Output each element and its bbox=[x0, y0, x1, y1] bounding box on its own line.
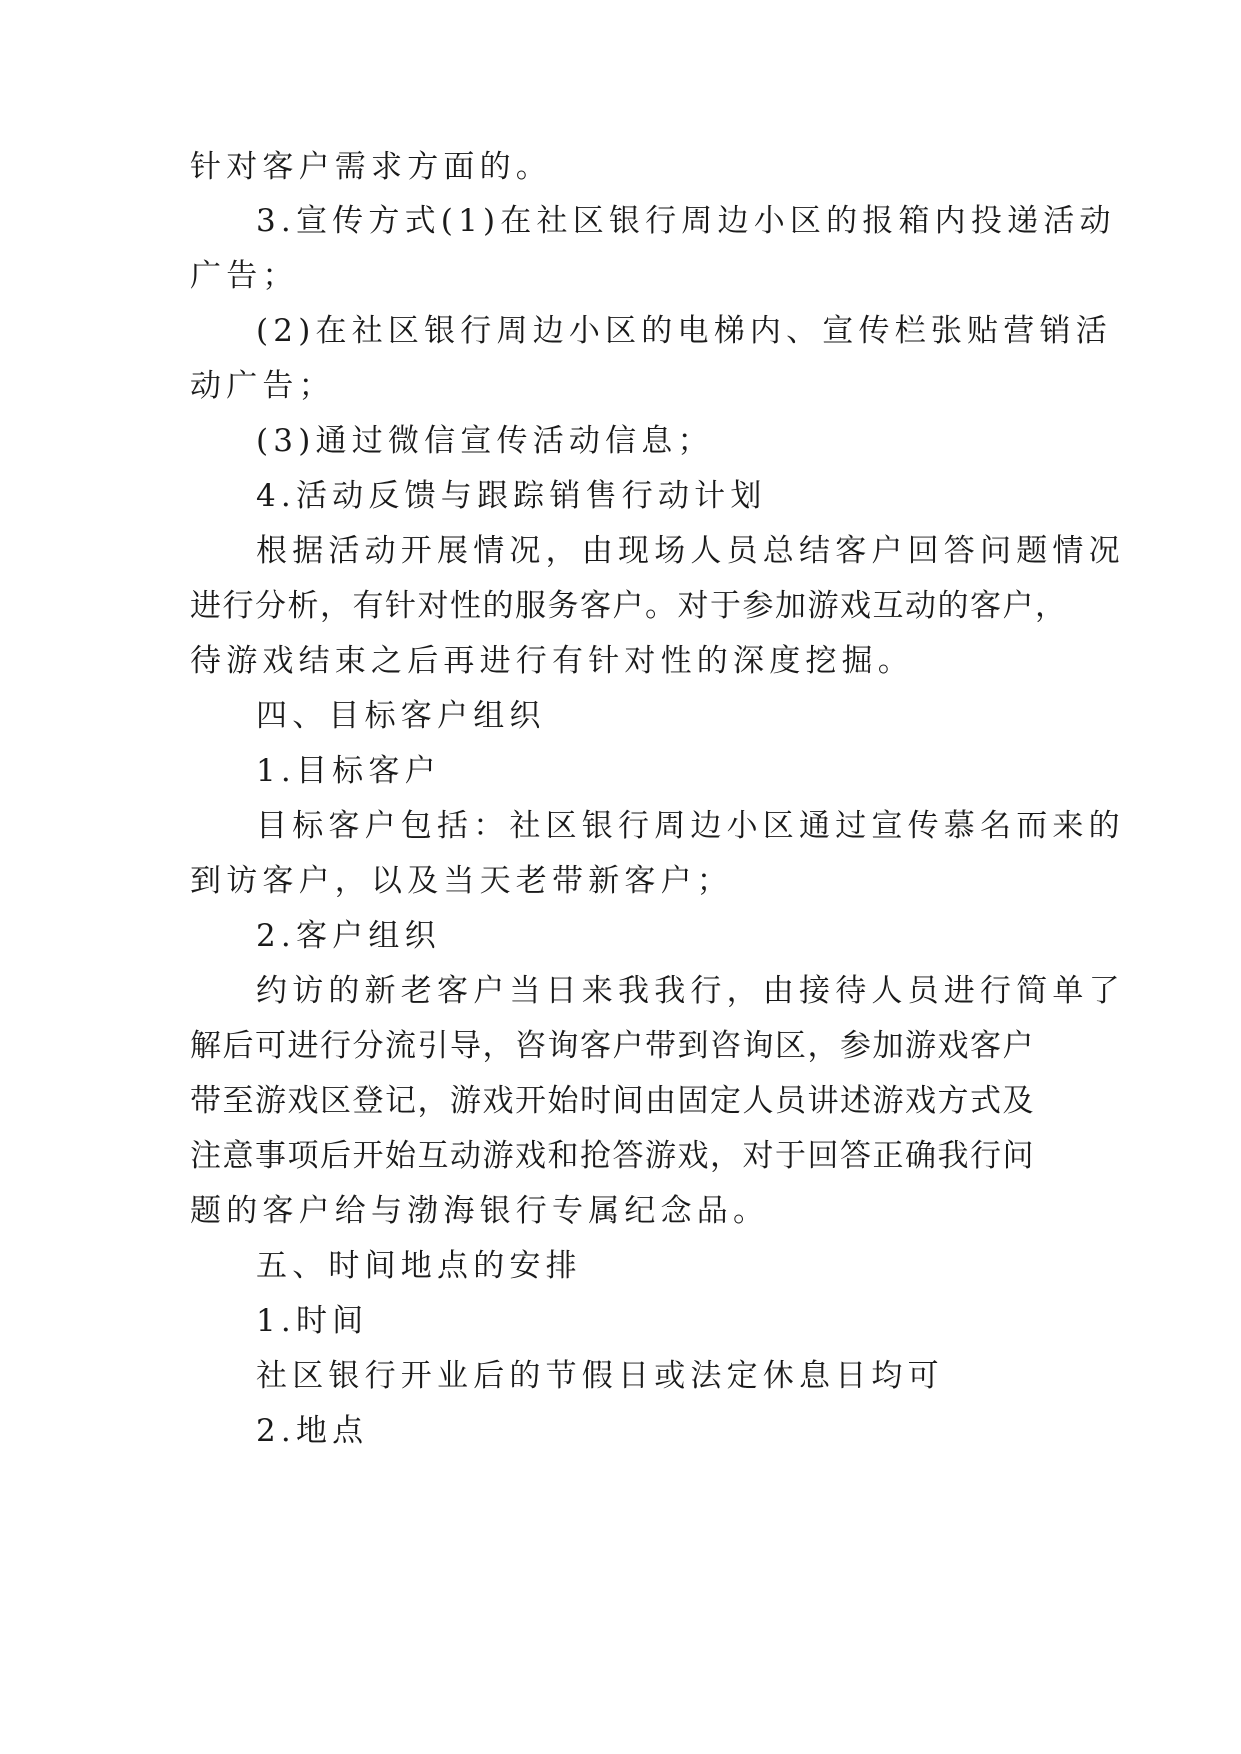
text-line: 根据活动开展情况，由现场人员总结客户回答问题情况 bbox=[256, 533, 1125, 569]
text-line: 2.地点 bbox=[256, 1413, 369, 1449]
text-line: 约访的新老客户当日来我我行，由接待人员进行简单了 bbox=[256, 973, 1125, 1009]
text-line: 1.时间 bbox=[256, 1303, 369, 1339]
text-line: (2)在社区银行周边小区的电梯内、宣传栏张贴营销活 bbox=[256, 313, 1112, 349]
text-line: 1.目标客户 bbox=[256, 753, 441, 789]
text-line: 带至游戏区登记，游戏开始时间由固定人员讲述游戏方式及 bbox=[190, 1083, 1035, 1119]
text-line: 题的客户给与渤海银行专属纪念品。 bbox=[190, 1193, 770, 1229]
text-line: 五、时间地点的安排 bbox=[256, 1248, 582, 1284]
text-line: 待游戏结束之后再进行有针对性的深度挖掘。 bbox=[190, 643, 914, 679]
text-line: 广告； bbox=[190, 258, 299, 294]
text-line: 四、目标客户组织 bbox=[256, 698, 546, 734]
text-line: 到访客户，以及当天老带新客户； bbox=[190, 863, 733, 899]
text-line: 社区银行开业后的节假日或法定休息日均可 bbox=[256, 1358, 944, 1394]
text-line: 动广告； bbox=[190, 368, 335, 404]
text-line: (3)通过微信宣传活动信息； bbox=[256, 423, 714, 459]
text-line: 进行分析，有针对性的服务客户。对于参加游戏互动的客户， bbox=[190, 588, 1068, 624]
text-line: 注意事项后开始互动游戏和抢答游戏，对于回答正确我行问 bbox=[190, 1138, 1035, 1174]
text-line: 解后可进行分流引导，咨询客户带到咨询区，参加游戏客户 bbox=[190, 1028, 1035, 1064]
text-line: 2.客户组织 bbox=[256, 918, 441, 954]
text-line: 3.宣传方式(1)在社区银行周边小区的报箱内投递活动 bbox=[256, 203, 1116, 239]
text-line: 目标客户包括：社区银行周边小区通过宣传慕名而来的 bbox=[256, 808, 1125, 844]
text-line: 针对客户需求方面的。 bbox=[190, 149, 552, 185]
text-line: 4.活动反馈与跟踪销售行动计划 bbox=[256, 478, 767, 514]
